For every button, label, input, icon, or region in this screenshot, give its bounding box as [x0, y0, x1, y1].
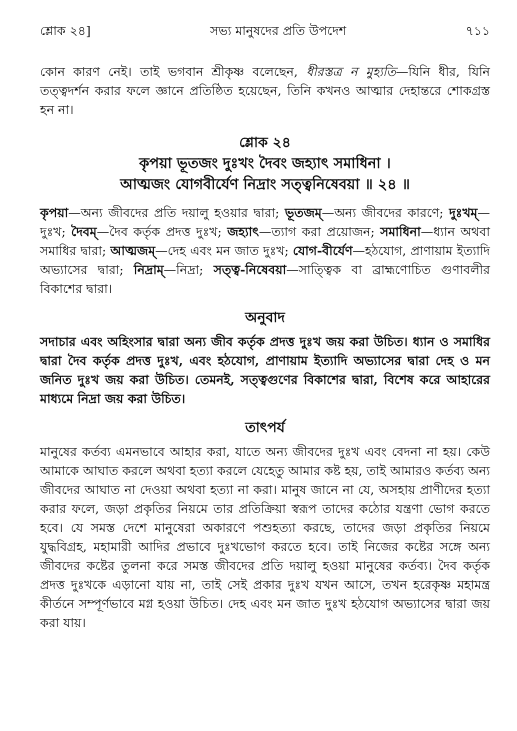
purport-title: তাৎপর্য: [245, 420, 285, 436]
synonym-word: সত্ত্ব-নিষেবয়া: [213, 262, 287, 277]
synonym-word: আত্মজম্: [110, 243, 156, 258]
synonym-meaning: —অন্য জীবদের প্রতি দয়ালু হওয়ার দ্বারা;: [68, 205, 285, 220]
synonym-meaning: —দেহ এবং মন জাত দুঃখ;: [155, 243, 293, 258]
synonym-word: যোগ-বীর্যেণ: [292, 243, 353, 258]
running-header: [40, 22, 490, 52]
synonym-meaning: —সাত্ত্বিক বা ব্রাহ্মণোচিত গুণাবলীর বিকাশের দ্বারা।: [40, 262, 490, 296]
synonym-meaning: —ত্যাগ করা প্রয়োজন;: [258, 224, 381, 239]
synonym-meaning: —হঠযোগ, প্রাণায়াম ইত্যাদি অভ্যাসের দ্বারা;: [40, 243, 490, 277]
intro-text: কোন কারণ নেই। তাই ভগবান শ্রীকৃষ্ণ বলেছেন,: [40, 64, 307, 79]
synonym-word: নিদ্রাম্: [133, 262, 164, 277]
synonym-meaning: —দুঃখ;: [40, 205, 490, 239]
header-verse-ref: শ্লোক ২৪]: [40, 23, 91, 38]
intro-paragraph: [40, 62, 490, 119]
verse-block: [40, 133, 490, 195]
synonyms-paragraph: [40, 203, 490, 298]
translation-title: অনুবাদ: [245, 310, 285, 326]
page-number: ৭১১: [465, 23, 490, 38]
synonym-word: দুঃখম্: [449, 205, 478, 220]
intro-quote: ধীরস্তত্র ন মুহ্যতি: [306, 64, 396, 79]
book-page: [40, 22, 490, 632]
header-chapter-title: সভ্য মানুষদের প্রতি উপদেশ: [210, 23, 347, 38]
intro-rest: —যিনি ধীর, যিনি তত্ত্বদর্শন করার ফলে জ্ঞানে প্রতিষ্ঠিত হয়েছেন, তিনি কখনও আত্মার দেহান্তরে শোকগ্রস্ত হন না।: [40, 64, 490, 117]
synonym-word: দৈবম্: [71, 224, 97, 239]
synonym-word: সমাধিনা: [380, 224, 421, 239]
verse-line-1: কৃপয়া ভূতজং দুঃখং দৈবং জহ্যাৎ সমাধিনা ।: [139, 155, 391, 172]
verse-heading: শ্লোক ২৪: [239, 135, 291, 151]
synonym-word: ভূতজম্: [284, 205, 322, 220]
translation-paragraph: সদাচার এবং অহিংসার দ্বারা অন্য জীব কর্তৃক প্রদত্ত দুঃখ জয় করা উচিত। ধ্যান ও সমাধির দ্বারা দৈব কর্তৃক প্রদত্ত দুঃখ, এবং হঠযোগ, প্রাণায়াম ইত্যাদি অভ্যাসের দ্বারা দেহ ও মন জনিত দুঃখ জয় করা উচিত। তেমনই, সত্ত্বগুণের বিকাশের দ্বারা, বিশেষ করে আহারের মাধ্যমে নিদ্রা জয় করা উচিত।: [40, 334, 490, 406]
verse-line-2: আত্মজং যোগবীর্যেণ নিদ্রাং সত্ত্বনিষেবয়া ॥ ২৪ ॥: [120, 176, 410, 193]
synonym-word: কৃপয়া: [40, 205, 69, 220]
synonym-meaning: —নিদ্রা;: [163, 262, 214, 277]
synonym-meaning: —অন্য জীবদের কারণে;: [321, 205, 450, 220]
synonym-meaning: —দৈব কর্তৃক প্রদত্ত দুঃখ;: [96, 224, 228, 239]
synonym-word: জহ্যাৎ: [227, 224, 259, 239]
synonym-meaning: —ধ্যান অথবা সমাধির দ্বারা;: [40, 224, 490, 258]
purport-paragraph: মানুষের কর্তব্য এমনভাবে আহার করা, যাতে অন্য জীবদের দুঃখ এবং বেদনা না হয়। কেউ আমাকে আঘাত করলে অথবা হত্যা করলে যেহেতু আমার কষ্ট হয়, তাই আমারও কর্তব্য অন্য জীবদের আঘাত না দেওয়া অথবা হত্যা না করা। মানুষ জানে না যে, অসহায় প্রাণীদের হত্যা করার ফলে, জড়া প্রকৃতির নিয়মে তার প্রতিক্রিয়া স্বরূপ তাদের কঠোর যন্ত্রণা ভোগ করতে হবে। যে সমস্ত দেশে মানুষেরা অকারণে পশুহত্যা করছে, তাদের জড়া প্রকৃতির নিয়মে যুদ্ধবিগ্রহ, মহামারী আদির প্রভাবে দুঃখভোগ করতে হবে। তাই নিজের কষ্টের সঙ্গে অন্য জীবদের কষ্টের তুলনা করে সমস্ত জীবদের প্রতি দয়ালু হওয়া মানুষের কর্তব্য। দৈব কর্তৃক প্রদত্ত দুঃখকে এড়ানো যায় না, তাই সেই প্রকার দুঃখ যখন আসে, তখন হরেকৃষ্ণ মহামন্ত্র কীর্তনে সম্পূর্ণভাবে মগ্ন হওয়া উচিত। দেহ এবং মন জাত দুঃখ হঠযোগ অভ্যাসের দ্বারা জয় করা যায়।: [40, 444, 490, 630]
